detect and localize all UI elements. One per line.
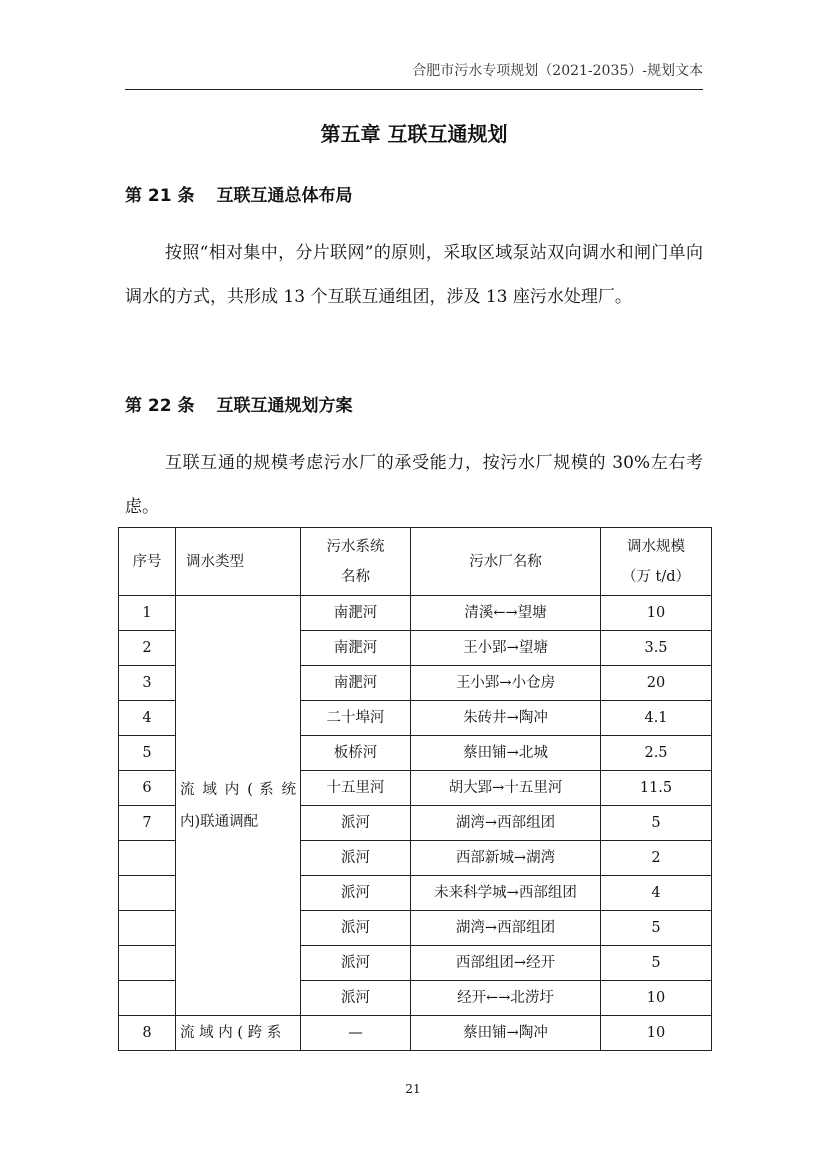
article-21-title: 互联互通总体布局: [216, 186, 353, 206]
cell-scale: 5: [601, 806, 712, 841]
cell-scale: 3.5: [601, 631, 712, 666]
table-row: [119, 596, 712, 631]
running-header: 合肥市污水专项规划（2021-2035）-规划文本: [412, 63, 703, 79]
article-21-number: 第 21 条: [125, 186, 195, 206]
cell-system: 南淝河: [301, 631, 411, 666]
cell-system: 派河: [301, 876, 411, 911]
cell-plant: 未来科学城→西部组团: [411, 876, 601, 911]
cell-scale: 20: [601, 666, 712, 701]
cell-scale: 10: [601, 1016, 712, 1051]
cell-system: —: [301, 1016, 411, 1051]
cell-plant: 湖湾→西部组团: [411, 806, 601, 841]
header-rule: [125, 89, 703, 90]
cell-system: 派河: [301, 841, 411, 876]
cell-plant: 王小郢→望塘: [411, 631, 601, 666]
cell-seq: 4: [119, 701, 176, 736]
header-plant: 污水厂名称: [411, 528, 601, 596]
cell-plant: 西部新城→湖湾: [411, 841, 601, 876]
interconnection-table: [118, 527, 712, 1051]
cell-seq: 8: [119, 1016, 176, 1051]
cell-type-group-2: 流 域 内 ( 跨 系: [176, 1016, 301, 1051]
cell-system: 派河: [301, 981, 411, 1016]
cell-system: 二十埠河: [301, 701, 411, 736]
cell-system: 南淝河: [301, 666, 411, 701]
cell-plant: 王小郢→小仓房: [411, 666, 601, 701]
cell-system: 南淝河: [301, 596, 411, 631]
cell-seq: 3: [119, 666, 176, 701]
cell-scale: 10: [601, 596, 712, 631]
cell-seq: 1: [119, 596, 176, 631]
header-system-line1: 污水系统: [326, 538, 385, 555]
cell-system: 派河: [301, 946, 411, 981]
table-header-row: [119, 528, 712, 596]
cell-system: 十五里河: [301, 771, 411, 806]
cell-scale: 2: [601, 841, 712, 876]
cell-system: 派河: [301, 806, 411, 841]
header-scale: [601, 528, 712, 596]
article-22-title: 互联互通规划方案: [216, 396, 353, 416]
cell-seq: 7: [119, 806, 176, 841]
cell-scale: 10: [601, 981, 712, 1016]
header-seq: 序号: [119, 528, 176, 596]
cell-plant: 湖湾→西部组团: [411, 911, 601, 946]
article-22-paragraph: 互联互通的规模考虑污水厂的承受能力，按污水厂规模的 30%左右考虑。: [125, 453, 703, 517]
table-row: [119, 1016, 712, 1051]
cell-scale: 2.5: [601, 736, 712, 771]
cell-plant: 蔡田铺→北城: [411, 736, 601, 771]
article-22-number: 第 22 条: [125, 396, 195, 416]
cell-plant: 胡大郢→十五里河: [411, 771, 601, 806]
cell-plant: 朱砖井→陶冲: [411, 701, 601, 736]
cell-plant: 西部组团→经开: [411, 946, 601, 981]
cell-scale: 4: [601, 876, 712, 911]
header-scale-line2: （万 t/d）: [621, 568, 691, 585]
article-21-paragraph: 按照“相对集中，分片联网”的原则，采取区域泵站双向调水和闸门单向调水的方式，共形成 13 个互联互通组团，涉及 13 座污水处理厂。: [125, 243, 703, 307]
cell-scale: 11.5: [601, 771, 712, 806]
cell-plant: 清溪←→望塘: [411, 596, 601, 631]
cell-seq: [119, 981, 176, 1016]
cell-type-group-1: 流 域 内 ( 系 统 内)联通调配: [176, 596, 301, 1016]
header-scale-line1: 调水规模: [627, 538, 685, 555]
cell-plant: 经开←→北涝圩: [411, 981, 601, 1016]
cell-system: 板桥河: [301, 736, 411, 771]
article-21-heading: [125, 181, 353, 206]
header-system: [301, 528, 411, 596]
cell-seq: [119, 946, 176, 981]
cell-seq: 6: [119, 771, 176, 806]
header-type: 调水类型: [176, 528, 301, 596]
header-system-line2: 名称: [341, 568, 370, 585]
page-number: 21: [405, 1082, 421, 1096]
cell-system: 派河: [301, 911, 411, 946]
cell-seq: 5: [119, 736, 176, 771]
cell-seq: [119, 876, 176, 911]
cell-seq: [119, 911, 176, 946]
cell-plant: 蔡田铺→陶冲: [411, 1016, 601, 1051]
cell-scale: 5: [601, 911, 712, 946]
cell-seq: [119, 841, 176, 876]
cell-seq: 2: [119, 631, 176, 666]
chapter-title: 第五章 互联互通规划: [320, 122, 508, 146]
cell-scale: 5: [601, 946, 712, 981]
article-22-heading: [125, 391, 353, 416]
cell-scale: 4.1: [601, 701, 712, 736]
